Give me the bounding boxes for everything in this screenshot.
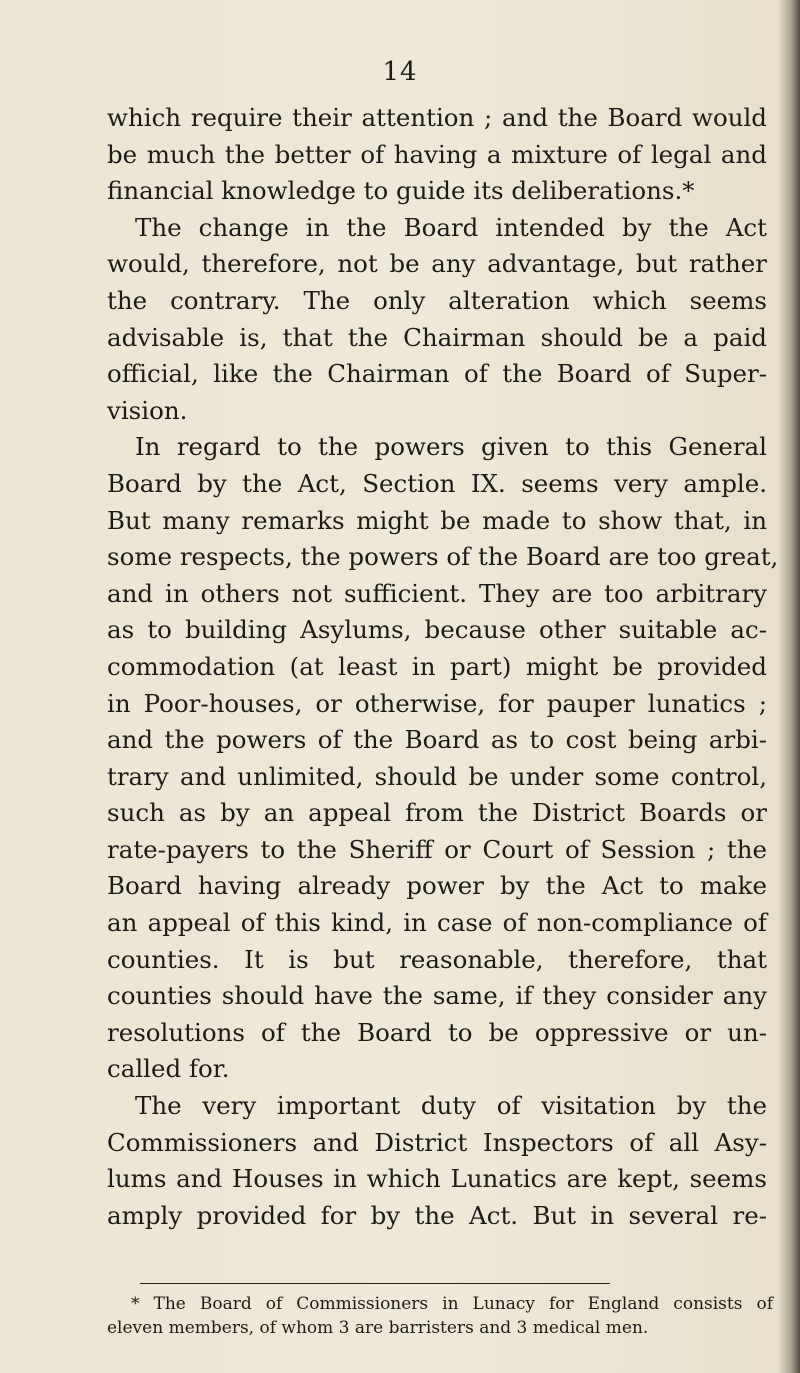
text-line: in Poor-houses, or otherwise, for pauper lunatics ; — [107, 688, 767, 718]
page-number: 14 — [382, 57, 418, 87]
text-line: which require their attention ; and the Board would — [107, 103, 767, 132]
text-line: Board by the Act, Section IX. seems very ample. — [107, 468, 767, 498]
text-line: as to building Asylums, because other suitable ac- — [107, 615, 767, 645]
text-line: amply provided for by the Act. But in several re- — [107, 1200, 767, 1230]
text-line: be much the better of having a mixture of legal and — [107, 139, 767, 169]
footnote-line: eleven members, of whom 3 are barristers and 3 medical men. — [107, 1318, 649, 1338]
text-line: The change in the Board intended by the Act — [135, 212, 767, 242]
footnote-rule — [140, 1283, 610, 1284]
text-line: would, therefore, not be any advantage, but rather — [107, 249, 767, 279]
text-line: such as by an appeal from the District Boards or — [107, 798, 767, 828]
text-line: commodation (at least in part) might be provided — [107, 651, 767, 681]
text-line: some respects, the powers of the Board are too great, — [107, 542, 779, 572]
text-line: and the powers of the Board as to cost being arbi- — [107, 725, 767, 755]
text-line: The very important duty of visitation by the — [135, 1091, 767, 1121]
text-line: Commissioners and District Inspectors of all Asy- — [107, 1127, 767, 1157]
text-line: Board having already power by the Act to make — [107, 871, 767, 901]
body-text — [107, 100, 779, 1234]
text-line: In regard to the powers given to this General — [135, 432, 767, 462]
text-line: But many remarks might be made to show that, in — [107, 505, 767, 535]
text-line: counties should have the same, if they consider any — [107, 981, 767, 1011]
text-line: vision. — [107, 395, 188, 425]
footnote-line: * The Board of Commissioners in Lunacy for England consists of — [131, 1294, 773, 1314]
text-line: called for. — [107, 1054, 230, 1084]
text-line: rate-payers to the Sheriff or Court of Session ; the — [107, 834, 767, 864]
text-line: trary and unlimited, should be under some control, — [107, 761, 767, 791]
text-line: counties. It is but reasonable, therefore, that — [107, 944, 767, 974]
footnote — [107, 1292, 773, 1340]
text-line: resolutions of the Board to be oppressive or un- — [107, 1017, 767, 1047]
text-line: and in others not sufficient. They are too arbitrary — [107, 578, 767, 608]
page-edge-shadow — [778, 0, 800, 1373]
text-line: lums and Houses in which Lunatics are kept, seems — [107, 1164, 767, 1194]
text-line: financial knowledge to guide its deliberations.* — [107, 176, 695, 206]
text-line: the contrary. The only alteration which seems — [107, 285, 767, 315]
text-line: official, like the Chairman of the Board of Super- — [107, 359, 767, 389]
text-line: advisable is, that the Chairman should be a paid — [107, 322, 767, 352]
text-line: an appeal of this kind, in case of non-compliance of — [107, 908, 767, 938]
